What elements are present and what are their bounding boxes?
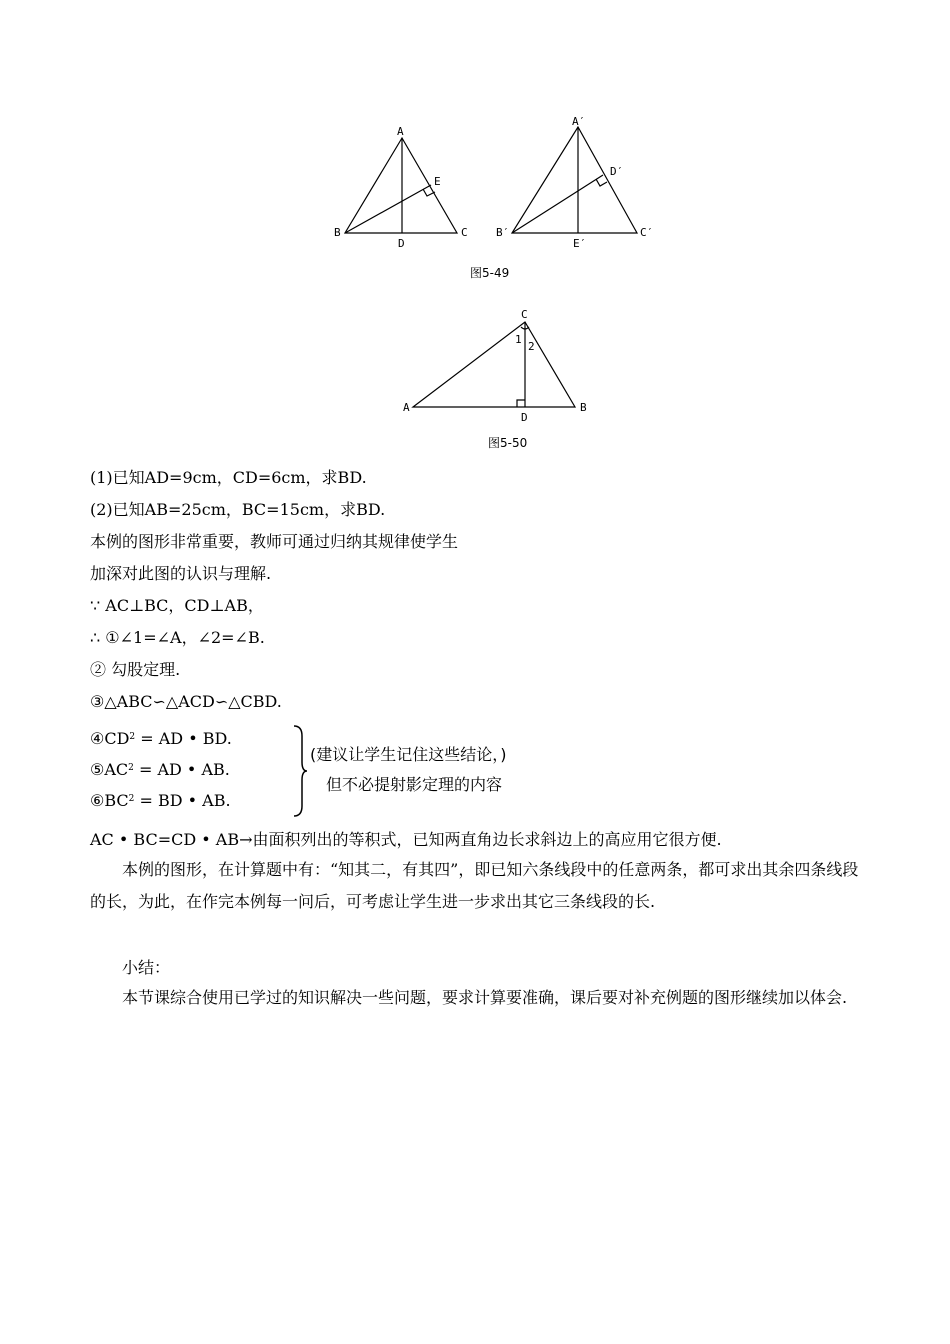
figure-5-49-caption: 图5-49	[470, 266, 510, 280]
formula-6-base: ⑥BC	[90, 791, 129, 810]
label-c: C	[461, 226, 468, 239]
question-2: (2)已知AB=25cm，BC=15cm，求BD.	[90, 500, 386, 519]
segment-be	[345, 185, 431, 233]
figure-5-50-diagram	[395, 305, 595, 425]
paragraph-four-segments	[90, 854, 860, 918]
formula-5-rhs: = AD • AB.	[133, 760, 230, 779]
formula-4-base: ④CD	[90, 729, 130, 748]
formula-5-base: ⑤AC	[90, 760, 129, 779]
label-angle-2: 2	[528, 340, 535, 353]
formula-4-exponent: 2	[129, 732, 136, 742]
label-c-prime: C′	[640, 226, 654, 239]
formula-6-exponent: 2	[128, 794, 135, 804]
label-d: D	[398, 237, 405, 250]
label-e-prime: E′	[573, 237, 587, 250]
triangle-a-b-c-prime	[512, 127, 637, 233]
label-a: A	[403, 401, 410, 414]
because-line: ∵ AC⊥BC，CD⊥AB，	[90, 596, 264, 615]
right-angle-mark-d-prime	[596, 179, 607, 186]
formula-4-rhs: = AD • BD.	[135, 729, 232, 748]
label-angle-1: 1	[515, 333, 522, 346]
label-d: D	[521, 411, 528, 424]
label-b: B	[334, 226, 341, 239]
label-c: C	[521, 308, 528, 321]
note-line-2: 但不必提射影定理的内容	[326, 775, 503, 794]
therefore-line: ∴ ①∠1=∠A，∠2=∠B.	[90, 628, 265, 647]
summary-paragraph	[90, 982, 860, 1014]
note-line-1: (建议让学生记住这些结论，)	[310, 745, 507, 764]
curly-brace	[290, 724, 308, 818]
label-e: E	[434, 175, 441, 188]
formula-5-exponent: 2	[128, 763, 134, 773]
paragraph-four-segments-text: 本例的图形，在计算题中有：“知其二，有其四”，即已知六条线段中的任意两条，都可求出其余四条线段的长，为此，在作完本例每一问后，可考虑让学生进一步求出其它三条线段的长.	[90, 860, 859, 911]
formula-6-rhs: = BD • AB.	[134, 791, 231, 810]
item-2: ② 勾股定理.	[90, 660, 181, 679]
figure-5-49	[330, 105, 660, 255]
figure-5-50-caption: 图5-50	[488, 436, 528, 450]
label-a: A	[397, 125, 404, 138]
figure-5-50	[395, 305, 595, 425]
summary-title: 小结：	[122, 958, 171, 977]
label-d-prime: D′	[610, 165, 624, 178]
label-a-prime: A′	[572, 115, 586, 128]
triangle-abc	[413, 322, 575, 407]
formula-6	[90, 791, 231, 811]
formula-5	[90, 760, 230, 780]
right-angle-mark-e	[423, 189, 435, 196]
area-equation-line: AC • BC=CD • AB→由面积列出的等积式，已知两直角边长求斜边上的高应用它很方便.	[90, 830, 722, 849]
formula-4	[90, 729, 232, 749]
item-3: ③△ABC∽△ACD∽△CBD.	[90, 692, 282, 711]
figure-5-49-diagram	[330, 105, 660, 255]
segment-b-d-prime	[512, 175, 603, 233]
label-b-prime: B′	[496, 226, 510, 239]
intro-line-1: 本例的图形非常重要，教师可通过归纳其规律使学生	[90, 532, 459, 551]
summary-paragraph-text: 本节课综合使用已学过的知识解决一些问题，要求计算要准确，课后要对补充例题的图形继续加以体会.	[122, 988, 848, 1007]
question-1: (1)已知AD=9cm，CD=6cm，求BD.	[90, 468, 367, 487]
label-b: B	[580, 401, 587, 414]
intro-line-2: 加深对此图的认识与理解.	[90, 564, 272, 583]
right-angle-mark-d	[517, 400, 525, 407]
